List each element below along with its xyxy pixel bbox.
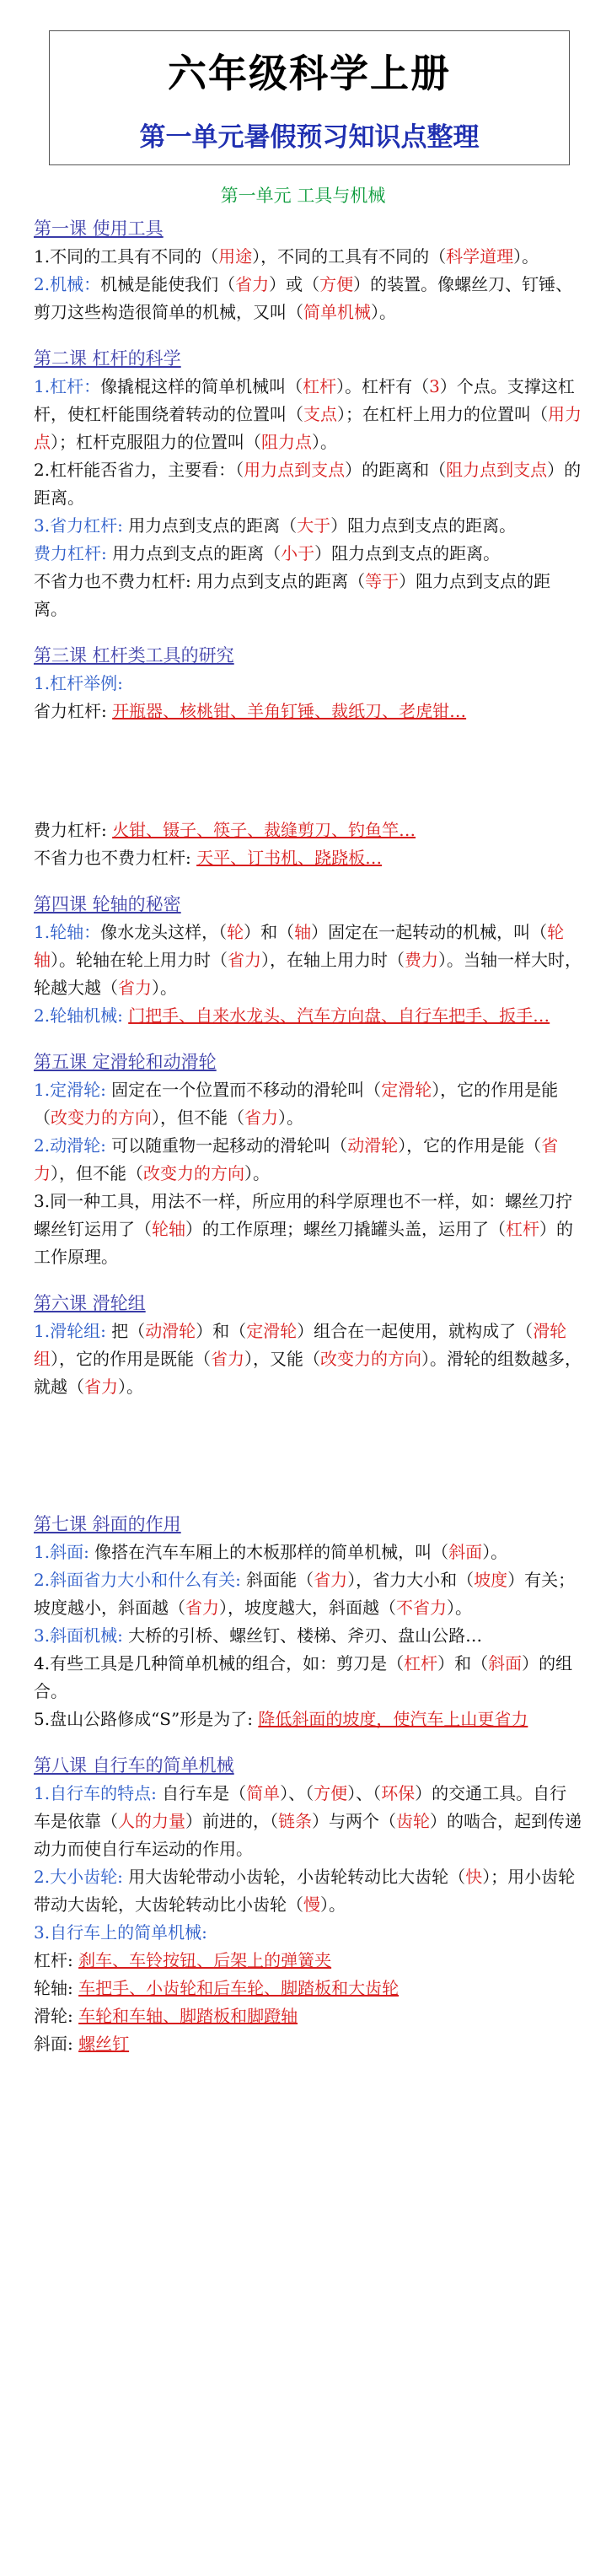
text-line [34,1919,582,1947]
body-text: ）。 [447,1598,472,1618]
answer-text: 科学道理 [446,246,514,267]
term-label: 3.自行车上的简单机械: [34,1922,207,1943]
text-line [34,1132,582,1188]
lesson-heading: 第七课 斜面的作用 [34,1514,181,1534]
answer-text: 改变力的方向 [143,1163,244,1183]
answer-text: 省力 [244,1107,278,1128]
term-label: 1.定滑轮: [34,1080,106,1100]
text-line [34,1706,582,1733]
answer-text: 降低斜面的坡度，使汽车上山更省力 [258,1709,528,1729]
answer-text: 支点 [303,404,337,424]
body-text: ）个点。支撑这杠杆，使杠杆能围绕着转动的位置叫（ [34,376,575,424]
answer-text: 链条 [278,1811,312,1831]
answer-text: 车轮和车轴、脚踏板和脚蹬轴 [78,2006,298,2026]
answer-text: 人的力量 [118,1811,185,1831]
body-text: 轮轴: [34,1978,79,1998]
answer-text: 费力 [405,950,438,970]
answer-text: 斜面 [488,1653,523,1673]
answer-text: 省力 [314,1570,348,1590]
term-label: 1.斜面: [34,1542,89,1562]
body-text: ）。当轴一样大时，轮越大越（ [34,950,582,998]
answer-text: 齿轮 [396,1811,430,1831]
body-text: 自行车是（ [156,1783,247,1803]
body-text: 4.有些工具是几种简单机械的组合，如：剪刀是（ [34,1653,405,1673]
body-text: 费力杠杆: [34,820,113,840]
answer-text: 开瓶器、核桃钳、羊角钉锤、裁纸刀、老虎钳… [112,701,467,721]
body-text: ），它的作用是既能（ [51,1349,211,1369]
lesson-section [34,1290,582,1492]
lesson-section [34,1752,582,2058]
body-text: ）的距离。 [34,460,582,508]
body-text: ）。 [118,1377,143,1397]
spacer [34,1401,582,1492]
answer-text: 省力 [211,1349,244,1369]
answer-text: 改变力的方向 [51,1107,152,1128]
text-line [34,512,582,540]
body-text: ），但不能（ [152,1107,244,1128]
body-text: ）、（ [280,1783,314,1803]
answer-text: 省力 [84,1377,118,1397]
lesson-section [34,1048,582,1271]
body-text: ）的工作原理。 [34,1219,573,1267]
body-text: 3.同一种工具，用法不一样，所应用的科学原理也不一样，如：螺丝刀拧螺丝钉运用了（ [34,1191,573,1239]
body-text: 机械是能使我们（ [100,274,236,294]
text-line [34,1076,582,1132]
answer-text: 动滑轮 [347,1135,399,1156]
answer-text: 火钳、镊子、筷子、裁缝剪刀、钓鱼竿… [112,820,416,840]
text-line [34,456,582,512]
text-line [34,1947,582,1975]
lesson-section [34,642,582,872]
body-text: ）阻力点到支点的距离。 [314,543,501,563]
answer-text: 快 [465,1867,483,1887]
term-label: 2.机械： [34,274,101,294]
body-text: 可以随重物一起移动的滑轮叫（ [105,1135,348,1156]
spacer [34,725,582,816]
body-text: 把（ [105,1321,146,1341]
answer-text: 坡度 [474,1570,508,1590]
body-text: ）。 [278,1107,303,1128]
answer-text: 动滑轮 [145,1321,196,1341]
answer-text: 方便 [319,274,354,294]
body-text: 像撬棍这样的简单机械叫（ [100,376,303,396]
answer-text: 大于 [297,515,331,536]
body-text: ）；用小齿轮带动大齿轮，大齿轮转动比小齿轮（ [34,1867,576,1915]
lesson-heading: 第三课 杠杆类工具的研究 [34,645,234,666]
text-line [34,1188,582,1271]
body-text: ）和（ [196,1321,247,1341]
answer-text: 省力 [34,1135,559,1183]
body-text: ）组合在一起使用，就构成了（ [297,1321,534,1341]
body-text: ）；在杠杆上用力的位置叫（ [337,404,548,424]
body-text: ）；杠杆克服阻力的位置叫（ [51,432,261,452]
text-line [34,670,582,698]
title-box [49,30,570,165]
answer-text: 阻力点到支点 [446,460,548,480]
term-label: 1.自行车的特点: [34,1783,157,1803]
text-line [34,373,582,456]
answer-text: 省力 [228,950,261,970]
page-title: 六年级科学上册 [168,51,451,96]
body-text: ），不同的工具有不同的（ [252,246,447,267]
body-text: 斜面: [34,2034,79,2054]
body-text: ）与两个（ [312,1811,396,1831]
text-line [34,2030,582,2058]
body-text: ）。 [152,978,177,998]
text-line [34,1975,582,2002]
text-line [34,1566,582,1622]
body-text: ）。 [320,1894,346,1915]
body-text: 用力点到支点的距离（ [106,543,282,563]
answer-text: 轴 [294,922,312,942]
body-text: ）。滑轮的组数越多，就越（ [34,1349,582,1397]
answer-text: 车把手、小齿轮和后车轮、脚踏板和大齿轮 [78,1978,400,1998]
body-text: ）的组合。 [34,1653,573,1701]
body-text: ）阻力点到支点的距离。 [330,515,517,536]
lesson-heading: 第六课 滑轮组 [34,1293,146,1313]
answer-text: 改变力的方向 [320,1349,421,1369]
answer-text: 轮 [227,922,244,942]
text-line [34,1863,582,1919]
body-text: 5.盘山公路修成“S”形是为了: [34,1709,259,1729]
answer-text: 滑轮组 [34,1321,567,1369]
body-text: 2.杠杆能否省力，主要看：（ [34,460,244,480]
answer-text: 慢 [303,1894,320,1915]
answer-text: 定滑轮 [246,1321,298,1341]
body-text: ）的装置。像螺丝刀、钉锤、剪刀这些构造很简单的机械，又叫（ [34,274,573,322]
answer-text: 斜面 [448,1542,483,1562]
body-text: ）有关；坡度越小，斜面越（ [34,1570,576,1618]
answer-text: 天平、订书机、跷跷板… [196,848,383,868]
answer-text: 轮轴 [34,922,565,970]
body-text: ）的距离和（ [345,460,447,480]
text-line [34,1650,582,1706]
body-text: ）的交通工具。自行车是依靠（ [34,1783,567,1831]
body-text: 杠杆: [34,1950,79,1970]
term-label: 2.斜面省力大小和什么有关: [34,1570,241,1590]
unit-heading: 第一单元 工具与机械 [220,186,386,206]
answer-text: 杠杆 [303,376,337,396]
answer-text: 简单 [246,1783,281,1803]
answer-text: 用力点 [34,404,582,452]
text-line [34,243,582,271]
answer-text: 用途 [218,246,253,267]
body-text: ）和（ [437,1653,489,1673]
answer-text: 螺丝钉 [78,2034,130,2054]
body-text: ）或（ [269,274,320,294]
answer-text: 不省力 [396,1598,447,1618]
term-label: 费力杠杆: [34,543,107,563]
text-line [34,1539,582,1566]
answer-text: 刹车、车铃按钮、后架上的弹簧夹 [78,1950,332,1970]
term-label: 1.轮轴： [34,922,101,942]
body-text: ）阻力点到支点的距离。 [34,571,551,619]
term-label: 2.大小齿轮: [34,1867,123,1887]
body-text: ），它的作用是能（ [34,1080,559,1128]
body-text: ）、（ [347,1783,382,1803]
answer-text: 等于 [365,571,400,591]
answer-text: 简单机械 [303,302,371,322]
text-line [34,698,582,725]
text-line [34,271,582,326]
page-subtitle: 第一单元暑假预习知识点整理 [139,122,480,153]
body-text: 滑轮: [34,2006,79,2026]
text-line [34,1002,582,1030]
term-label: 1.滑轮组: [34,1321,106,1341]
answer-text: 杠杆 [404,1653,438,1673]
body-text: ）的啮合，起到传递动力而使自行车运动的作用。 [34,1811,582,1859]
term-label: 2.轮轴机械: [34,1005,123,1026]
body-text: ），坡度越大，斜面越（ [219,1598,396,1618]
body-text: 像水龙头这样，（ [100,922,228,942]
body-text: 不省力也不费力杠杆: 用力点到支点的距离（ [34,571,366,591]
term-label: 1.杠杆： [34,376,101,396]
body-text: ），又能（ [244,1349,320,1369]
lesson-section [34,345,582,623]
body-text: ）。 [244,1163,270,1183]
term-label: 2.动滑轮: [34,1135,106,1156]
lesson-heading: 第二课 杠杆的科学 [34,348,181,369]
body-text: ）。 [513,246,539,267]
body-text: 1.不同的工具有不同的（ [34,246,219,267]
body-text: ）。 [371,302,396,322]
body-text: ）。 [312,432,337,452]
body-text: ），省力大小和（ [347,1570,475,1590]
body-text: 用大齿轮带动小齿轮，小齿轮转动比大齿轮（ [122,1867,466,1887]
body-text: 固定在一个位置而不移动的滑轮叫（ [105,1080,382,1100]
answer-text: 环保 [381,1783,416,1803]
lesson-section [34,215,582,326]
text-line [34,2002,582,2030]
text-line [34,919,582,1002]
lesson-heading: 第一课 使用工具 [34,218,164,239]
body-text: 用力点到支点的距离（ [122,515,298,536]
body-text: 大桥的引桥、螺丝钉、楼梯、斧刃、盘山公路… [122,1625,483,1646]
body-text: 省力杠杆: [34,701,113,721]
lesson-heading: 第四课 轮轴的秘密 [34,894,181,914]
answer-text: 用力点到支点 [244,460,346,480]
text-line [34,540,582,568]
lesson-section [34,891,582,1030]
answer-text: 阻力点 [261,432,312,452]
text-line [34,568,582,623]
answer-text: 3 [429,376,440,396]
body-text: ）固定在一起转动的机械，叫（ [311,922,548,942]
document-body [34,215,582,2058]
answer-text: 小于 [281,543,315,563]
answer-text: 省力 [185,1598,219,1618]
answer-text: 轮轴 [152,1219,185,1239]
lesson-section [34,1511,582,1733]
text-line [34,844,582,872]
text-line [34,1318,582,1401]
body-text: 斜面能（ [240,1570,314,1590]
term-label: 1.杠杆举例: [34,673,123,693]
answer-text: 门把手、自来水龙头、汽车方向盘、自行车把手、扳手… [128,1005,550,1026]
body-text: ），在轴上用力时（ [261,950,405,970]
answer-text: 省力 [235,274,270,294]
text-line [34,1622,582,1650]
text-line [34,816,582,844]
term-label: 3.斜面机械: [34,1625,123,1646]
body-text: ），它的作用是能（ [398,1135,542,1156]
term-label: 3.省力杠杆: [34,515,123,536]
body-text: ）前进的，（ [185,1811,278,1831]
body-text: ）。 [482,1542,508,1562]
lesson-heading: 第八课 自行车的简单机械 [34,1755,234,1776]
lesson-heading: 第五课 定滑轮和动滑轮 [34,1052,217,1072]
body-text: ）。轮轴在轮上用力时（ [51,950,228,970]
text-line [34,1780,582,1863]
body-text: ），但不能（ [51,1163,143,1183]
body-text: ）的工作原理；螺丝刀撬罐头盖，运用了（ [185,1219,506,1239]
answer-text: 方便 [314,1783,348,1803]
answer-text: 杠杆 [506,1219,539,1239]
answer-text: 省力 [118,978,152,998]
body-text: 像搭在汽车车厢上的木板那样的简单机械，叫（ [88,1542,449,1562]
body-text: ）。杠杆有（ [336,376,430,396]
answer-text: 定滑轮 [381,1080,432,1100]
body-text: 不省力也不费力杠杆: [34,848,197,868]
body-text: ）和（ [244,922,295,942]
